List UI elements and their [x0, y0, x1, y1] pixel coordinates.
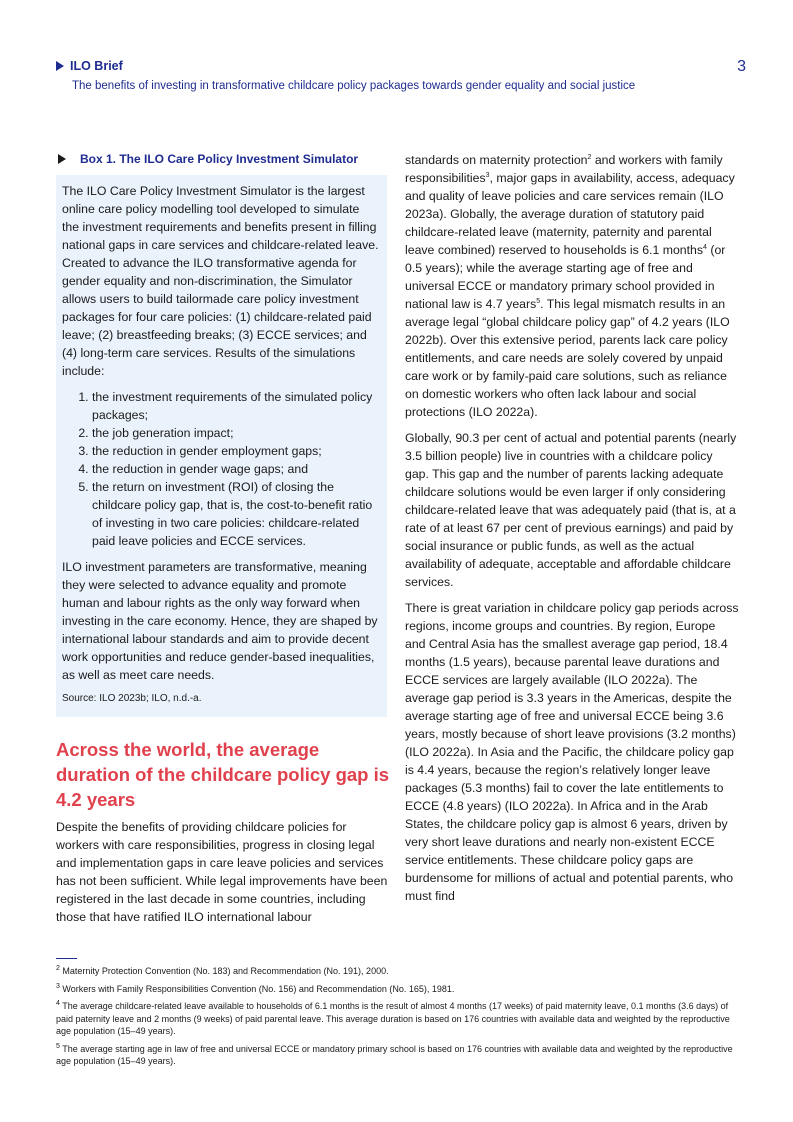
- list-item: 4. the reduction in gender wage gaps; and: [92, 460, 379, 478]
- triangle-bullet-icon: [58, 154, 66, 164]
- page-header: [56, 58, 746, 94]
- footnote-divider: [56, 958, 77, 959]
- box-title-text: Box 1. The ILO Care Policy Investment Simulator: [80, 152, 359, 166]
- footnote-number: 4: [56, 1000, 60, 1007]
- text-run: standards on maternity protection: [405, 153, 588, 167]
- document-subtitle: The benefits of investing in transformative childcare policy packages towards gender equality and social justice: [72, 80, 636, 92]
- paragraph: [405, 151, 739, 421]
- footnotes: [56, 965, 740, 1073]
- footnote-text: The average childcare-related leave available to households of 6.1 months is the result of almost 4 months (17 weeks) of paid maternity leave, 0.1 months (3.6 days) of paid paternity leave and 2 months (9 weeks) of paid parental leave. This average duration is based on 176 countries with available data and weighted by the reproductive age population (15–49 years).: [56, 1001, 730, 1036]
- paragraph: There is great variation in childcare policy gap periods across regions, income groups and countries. By region, Europe and Central Asia has the smallest average gap period, 18.4 months (1.5 years), because parental leave durations and ECCE services are largely available (ILO 2022a). The average gap period is 3.3 years in the Americas, despite the average starting age of free and universal ECCE being 3.6 years, mostly because of short leave provisions (3.2 months) (ILO 2022a). In Asia and the Pacific, the childcare policy gap is 4.4 years, because the region’s relatively longer leave packages (5.3 months) fail to cover the late entitlements to ECCE (4.8 years) (ILO 2022a). In Africa and in the Arab States, the childcare policy gap is almost 6 years, driven by very short leave durations and nearly non-existent ECCE service entitlements. These childcare policy gaps are burdensome for millions of actual and potential parents, who must find: [405, 601, 739, 903]
- section-heading: Across the world, the average duration of the childcare policy gap is 4.2 years: [56, 739, 390, 810]
- footnote: [56, 983, 740, 996]
- footnote-number: 3: [56, 982, 60, 990]
- series-title: ILO Brief: [70, 59, 123, 73]
- right-column: [405, 151, 739, 913]
- paragraph: Globally, 90.3 per cent of actual and potential parents (nearly 3.5 billion people) live in countries with a childcare policy gap. This gap and the number of parents lacking adequate childcare solutions would be even larger if only considering childcare-related leave that was adequately paid (that is, at a rate of at least 67 per cent of previous earnings) and paid by social insurance or public funds, as well as the actual availability of adequate, acceptable and affordable childcare services.: [405, 431, 737, 589]
- footnote-text: Workers with Family Responsibilities Convention (No. 156) and Recommendation (No. 165), 1981.: [59, 983, 455, 994]
- box-intro: The ILO Care Policy Investment Simulator is the largest online care policy modelling tool developed to simulate the investment requirements and benefits present in filling national gaps in care services and childcare-related leave. Created to advance the ILO transformative agenda for gender equality and non-discrimination, the Simulator allows users to build tailormade care policy investment packages for four care policies: (1) childcare-related paid leave; (2) breastfeeding breaks; (3) ECCE services; and (4) long-term care services. Results of the simulations include:: [62, 184, 379, 378]
- box-title: [58, 152, 358, 166]
- list-item: 2. the job generation impact;: [92, 424, 379, 442]
- footnote-number: 5: [56, 1042, 60, 1050]
- footnote-ref: 5: [536, 297, 541, 305]
- text-run: . This legal mismatch results in an average legal “global childcare policy gap” of 4.2 years (ILO 2022b). Over this extensive period, parents lack care policy entitlements, and care needs are solely covered by unpaid care work or by family-paid care solutions, such as reliance on domestic workers who often lack labour and social protections (ILO 2022a).: [405, 297, 730, 419]
- footnote-number: 2: [56, 965, 60, 972]
- left-body: [56, 818, 389, 934]
- list-item: 3. the reduction in gender employment gaps;: [92, 442, 379, 460]
- results-list: [62, 388, 379, 550]
- text-run: , major gaps in availability, access, adequacy and quality of leave policies and care services remain (ILO 2023a). Globally, the average duration of statutory paid childcare-related leave (maternity, paternity and parental leave combined) reserved to households is 6.1 months: [405, 171, 735, 257]
- box-source: Source: ILO 2023b; ILO, n.d.-a.: [62, 693, 202, 704]
- brief-label: [56, 58, 746, 74]
- footnote-text: The average starting age in law of free and universal ECCE or mandatory primary school is based on 176 countries with available data and weighted by the reproductive age population (15–49 years).: [56, 1043, 733, 1066]
- footnote-text: Maternity Protection Convention (No. 183) and Recommendation (No. 191), 2000.: [59, 966, 389, 976]
- paragraph: Despite the benefits of providing childcare policies for workers with care responsibilities, progress in closing legal and implementation gaps in care leave policies and services has not been sufficient. While legal improvements have been registered in the last decade in some countries, including those that have ratified ILO international labour: [56, 820, 388, 924]
- footnote: [56, 1043, 740, 1068]
- text-run: and workers with family responsibilities: [405, 153, 723, 185]
- triangle-bullet-icon: [56, 61, 64, 71]
- page-number: 3: [737, 58, 746, 75]
- footnote: [56, 1000, 740, 1038]
- footnote-ref: 2: [587, 153, 592, 161]
- text-run: (or 0.5 years); while the average starting age of free and universal ECCE or mandatory primary school provided in national law is 4.7 years: [405, 243, 726, 311]
- list-item: 1. the investment requirements of the simulated policy packages;: [92, 388, 379, 424]
- box-closing: ILO investment parameters are transformative, meaning they were selected to advance equality and promote human and labour rights as the only way forward when investing in the care economy. Hence, they are shaped by international labour standards and aim to provide decent work opportunities and reduce gender-based inequalities, as well as meet care needs.: [62, 560, 378, 682]
- footnote: [56, 965, 740, 978]
- simulator-box: [56, 175, 387, 717]
- list-item: 5. the return on investment (ROI) of closing the childcare policy gap, that is, the cost-to-benefit ratio of investing in two care policies: childcare-related paid leave policies and ECCE services.: [92, 478, 379, 550]
- footnote-ref: 3: [485, 171, 490, 179]
- footnote-ref: 4: [703, 243, 707, 251]
